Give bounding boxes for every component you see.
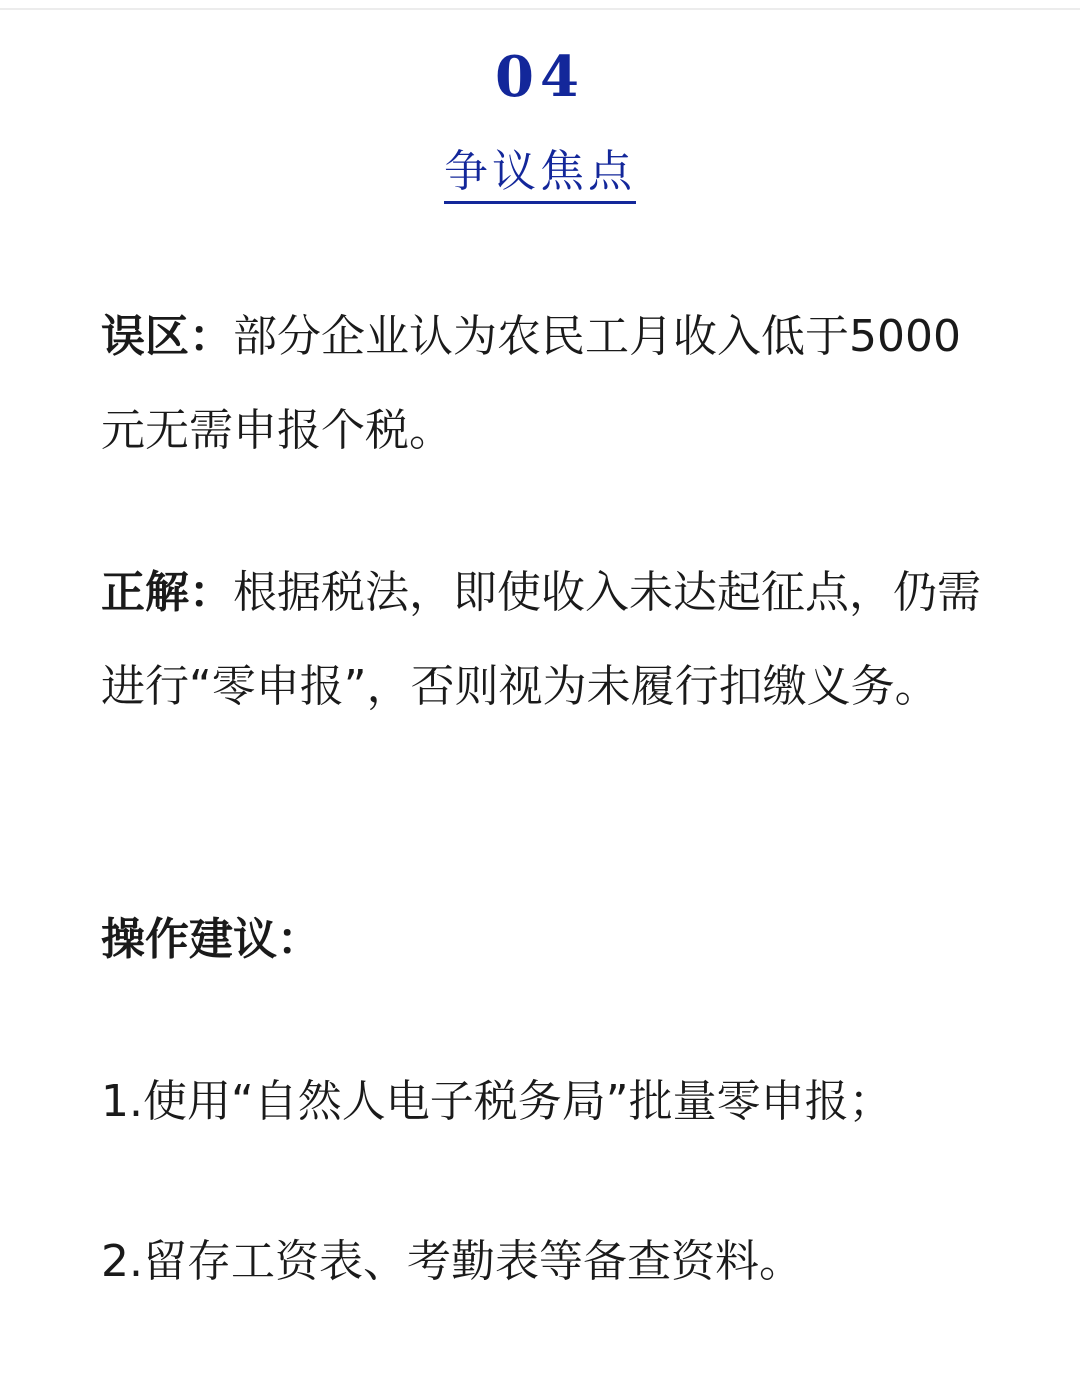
section-title-wrapper	[0, 145, 1080, 204]
advice-item-1: 1.使用“自然人电子税务局”批量零申报；	[101, 1076, 893, 1127]
correct-text: 根据税法，即使收入未达起征点，仍需进行“零申报”，否则视为未履行扣缴义务。	[101, 567, 981, 712]
correct-label: 正解：	[101, 567, 233, 618]
section-title: 争议焦点	[444, 145, 636, 204]
correct-paragraph	[101, 546, 991, 734]
misconception-text: 部分企业认为农民工月收入低于5000元无需申报个税。	[101, 311, 961, 456]
misconception-label: 误区：	[101, 311, 233, 362]
advice-heading: 操作建议：	[101, 914, 321, 965]
top-divider	[0, 8, 1080, 10]
advice-item-2: 2.留存工资表、考勤表等备查资料。	[101, 1236, 803, 1287]
misconception-paragraph	[101, 290, 991, 478]
section-number: 04	[495, 44, 585, 110]
